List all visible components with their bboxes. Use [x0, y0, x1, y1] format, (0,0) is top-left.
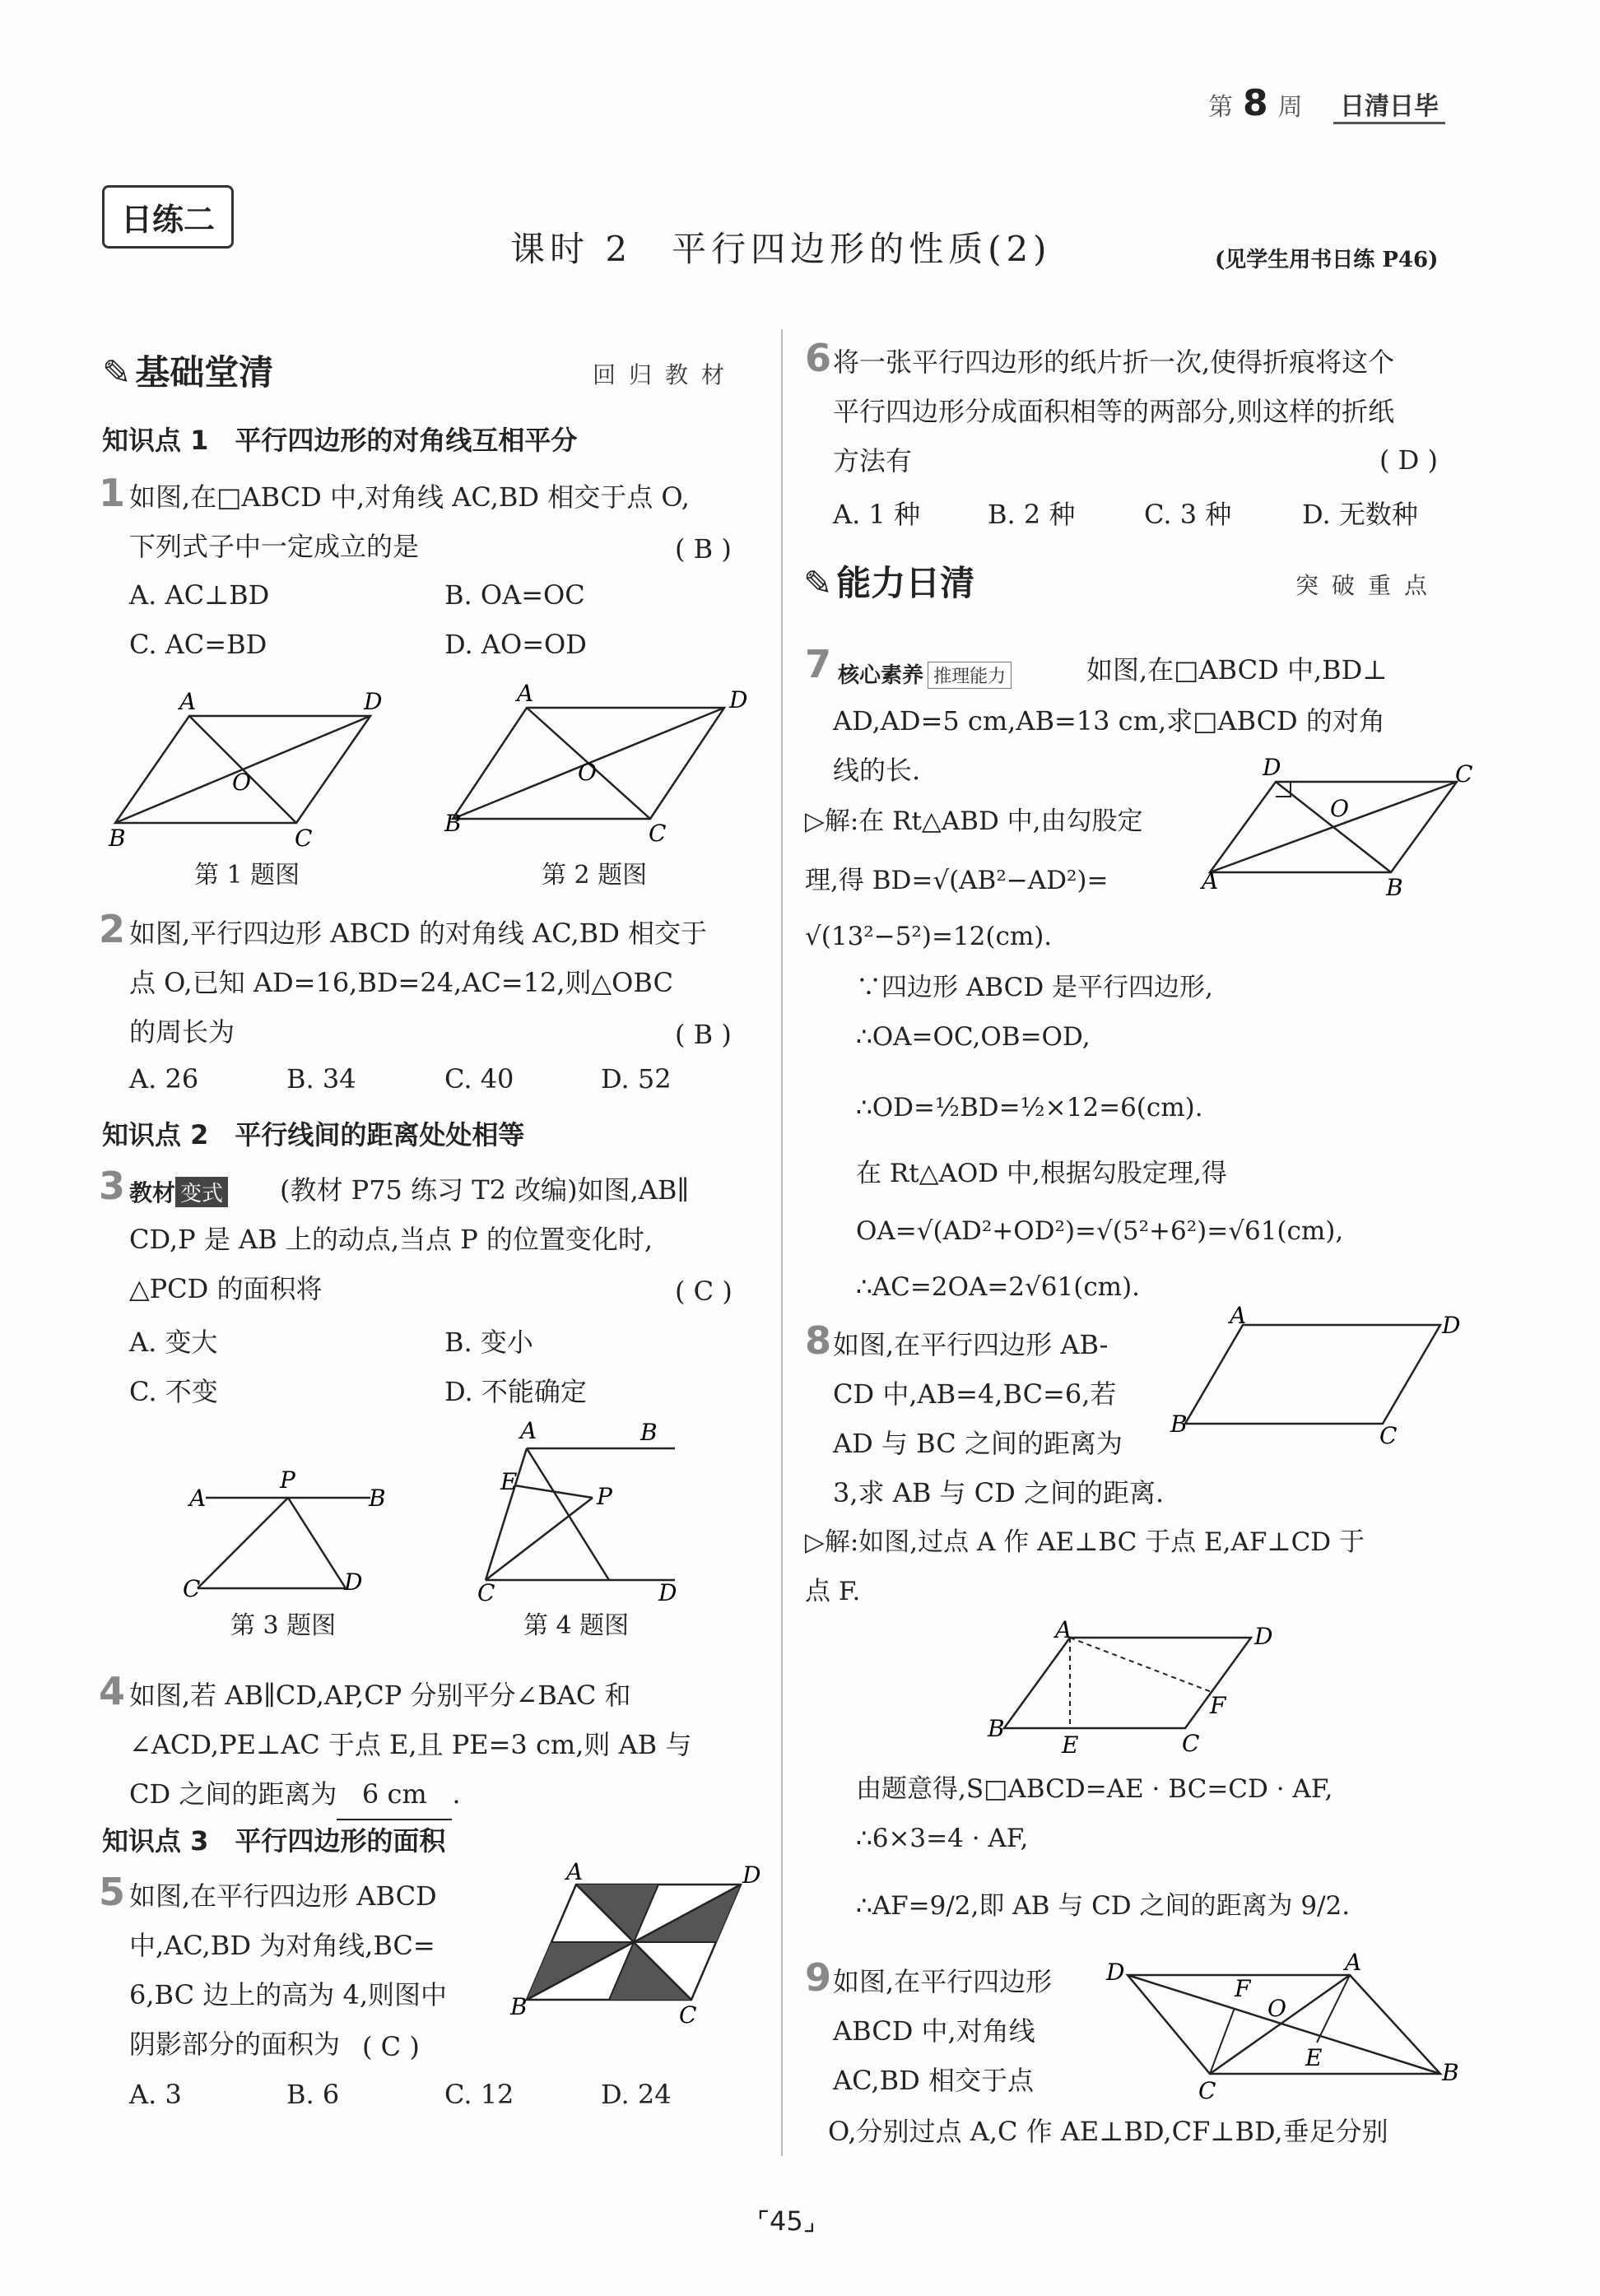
- svg-text:C: C: [1198, 2077, 1216, 2104]
- question-text: 如图,在□ABCD 中,对角线 AC,BD 相交于点 O,: [129, 481, 690, 513]
- svg-text:E: E: [500, 1468, 518, 1495]
- svg-text:B: B: [988, 1715, 1005, 1742]
- question-text: 线的长.: [833, 755, 921, 786]
- question-text: AC,BD 相交于点: [833, 2065, 1034, 2096]
- option-c: C. AC=BD: [129, 629, 267, 660]
- figure-q8: [1170, 1302, 1461, 1449]
- option-d: D. 无数种: [1302, 499, 1418, 530]
- figure-q1: [107, 688, 387, 852]
- question-number: 9: [805, 1955, 832, 2000]
- answer: ( D ): [1379, 444, 1438, 476]
- answer: ( C ): [362, 2031, 420, 2062]
- question-number: 4: [99, 1669, 126, 1713]
- question-text: 下列式子中一定成立的是: [129, 531, 420, 562]
- svg-text:D: D: [364, 688, 383, 715]
- day-tag: 日练二: [102, 185, 234, 249]
- section-title: 基础堂清: [135, 352, 274, 393]
- solution-line: ∴OA=OC,OB=OD,: [856, 1022, 1091, 1052]
- svg-text:C: C: [649, 820, 667, 847]
- daily-label: 日清日毕: [1333, 86, 1445, 124]
- pencil-icon: ✎: [803, 563, 833, 603]
- option-a: A. 变大: [129, 1327, 218, 1358]
- solution-line: ▷解:在 Rt△ABD 中,由勾股定: [805, 806, 1143, 836]
- core-literacy-tag: 核心素养 推理能力: [838, 658, 1012, 689]
- svg-text:B: B: [510, 1993, 528, 2020]
- page-number: ⌜45⌟: [757, 2205, 816, 2237]
- option-b: B. 6: [286, 2079, 340, 2110]
- svg-text:B: B: [109, 825, 126, 852]
- svg-text:E: E: [1305, 2044, 1323, 2071]
- svg-text:C: C: [295, 825, 313, 852]
- figure-q8-solution: [988, 1613, 1284, 1759]
- svg-text:B: B: [1442, 2059, 1459, 2086]
- option-c: C. 12: [444, 2079, 514, 2110]
- textbook-tag: 教材 变式: [129, 1175, 228, 1208]
- svg-text:A: A: [1230, 1302, 1247, 1329]
- svg-text:F: F: [1210, 1692, 1226, 1719]
- question-text: (教材 P75 练习 T2 改编)如图,AB∥: [280, 1174, 690, 1206]
- lesson-title: 课时 2 平行四边形的性质(2): [510, 229, 1052, 269]
- answer: ( C ): [675, 1276, 733, 1307]
- option-b: B. 34: [286, 1063, 356, 1095]
- svg-text:A: A: [1055, 1616, 1072, 1643]
- svg-text:A: A: [179, 688, 197, 715]
- column-divider: [781, 329, 783, 2156]
- question-text: O,分别过点 A,C 作 AE⊥BD,CF⊥BD,垂足分别: [828, 2116, 1388, 2147]
- svg-text:A: A: [1202, 867, 1219, 895]
- svg-text:D: D: [742, 1861, 761, 1889]
- week-label: 第 8 周: [1208, 82, 1305, 124]
- question-text: 将一张平行四边形的纸片折一次,使得折痕将这个: [833, 346, 1395, 378]
- question-text: 中,AC,BD 为对角线,BC=: [129, 1930, 435, 1961]
- question-text: 方法有: [833, 445, 913, 476]
- figure-q4: [477, 1415, 691, 1605]
- question-text: AD,AD=5 cm,AB=13 cm,求□ABCD 的对角: [833, 705, 1385, 737]
- solution-line: 由题意得,S□ABCD=AE · BC=CD · AF,: [856, 1774, 1333, 1804]
- section-tag: 回归教材: [593, 361, 738, 388]
- question-text: 如图,在平行四边形: [833, 1966, 1053, 1997]
- question-text: CD 中,AB=4,BC=6,若: [833, 1378, 1117, 1410]
- question-text: ∠ACD,PE⊥AC 于点 E,且 PE=3 cm,则 AB 与: [129, 1729, 692, 1760]
- option-c: C. 不变: [129, 1376, 218, 1407]
- question-text: 平行四边形分成面积相等的两部分,则这样的折纸: [833, 396, 1395, 427]
- question-number: 6: [805, 336, 832, 380]
- figure-caption: 第 3 题图: [230, 1611, 337, 1640]
- solution-line: ∵四边形 ABCD 是平行四边形,: [856, 973, 1213, 1002]
- solution-line: ∴OD=½BD=½×12=6(cm).: [856, 1093, 1203, 1122]
- option-a: A. 26: [129, 1063, 199, 1095]
- svg-text:D: D: [344, 1569, 363, 1596]
- svg-text:E: E: [1062, 1731, 1079, 1759]
- svg-text:C: C: [679, 2001, 697, 2029]
- svg-text:P: P: [280, 1466, 295, 1494]
- question-number: 1: [99, 471, 126, 515]
- option-b: B. 2 种: [988, 499, 1076, 530]
- lesson-ref: (见学生用书日练 P46): [1215, 248, 1439, 272]
- figure-q5: [510, 1858, 761, 2029]
- question-text: 3,求 AB 与 CD 之间的距离.: [833, 1477, 1165, 1508]
- solution-line: 在 Rt△AOD 中,根据勾股定理,得: [856, 1159, 1227, 1188]
- question-text: 如图,平行四边形 ABCD 的对角线 AC,BD 相交于: [129, 918, 708, 949]
- question-text: CD 之间的距离为 6 cm .: [129, 1769, 461, 1820]
- question-text: 如图,在平行四边形 AB-: [833, 1329, 1109, 1360]
- svg-text:D: D: [1442, 1312, 1461, 1339]
- figure-q2: [444, 680, 748, 848]
- svg-text:O: O: [1267, 1995, 1286, 2022]
- option-a: A. 1 种: [833, 499, 920, 530]
- solution-line: 理,得 BD=√(AB²−AD²)=: [805, 866, 1109, 895]
- question-text: CD,P 是 AB 上的动点,当点 P 的位置变化时,: [129, 1224, 653, 1255]
- svg-text:B: B: [640, 1419, 658, 1446]
- svg-text:P: P: [597, 1483, 612, 1510]
- option-b: B. 变小: [444, 1327, 533, 1358]
- section-tag: 突破重点: [1295, 572, 1441, 599]
- svg-text:A: A: [1345, 1949, 1362, 1976]
- solution-line: ∴AC=2OA=2√61(cm).: [856, 1272, 1141, 1302]
- figure-caption: 第 2 题图: [542, 861, 648, 890]
- blank-answer: 6 cm: [337, 1769, 452, 1820]
- svg-text:D: D: [1254, 1623, 1273, 1650]
- section-title: 能力日清: [836, 563, 975, 603]
- question-text: ABCD 中,对角线: [833, 2015, 1035, 2047]
- question-text: AD 与 BC 之间的距离为: [833, 1428, 1123, 1459]
- svg-text:C: C: [1182, 1730, 1200, 1757]
- svg-text:O: O: [578, 759, 597, 786]
- question-text: 点 O,已知 AD=16,BD=24,AC=12,则△OBC: [129, 967, 673, 998]
- svg-text:C: C: [1379, 1422, 1398, 1449]
- question-text: 如图,在平行四边形 ABCD: [129, 1880, 437, 1912]
- svg-text:A: A: [189, 1485, 207, 1512]
- question-text: 的周长为: [129, 1016, 235, 1048]
- svg-text:C: C: [477, 1579, 495, 1606]
- svg-text:A: A: [566, 1858, 584, 1885]
- question-number: 2: [99, 907, 126, 951]
- figure-q9: [1106, 1949, 1459, 2104]
- svg-text:B: B: [444, 810, 462, 837]
- option-c: C. 3 种: [1144, 499, 1232, 530]
- svg-text:D: D: [658, 1579, 677, 1606]
- svg-text:D: D: [729, 686, 748, 713]
- svg-text:B: B: [369, 1485, 386, 1512]
- question-text: 如图,在□ABCD 中,BD⊥: [1086, 654, 1388, 686]
- svg-text:B: B: [1386, 874, 1403, 901]
- figure-q7: [1202, 754, 1473, 901]
- knowledge-point-2: 知识点 2 平行线间的距离处处相等: [102, 1119, 525, 1150]
- question-number: 8: [805, 1318, 832, 1363]
- question-number: 7: [805, 642, 832, 686]
- figure-caption: 第 4 题图: [523, 1611, 630, 1640]
- question-text: △PCD 的面积将: [129, 1273, 323, 1304]
- svg-text:O: O: [232, 769, 251, 796]
- question-text: 阴影部分的面积为: [129, 2029, 341, 2060]
- option-d: D. 24: [601, 2079, 672, 2110]
- knowledge-point-3: 知识点 3 平行四边形的面积: [102, 1825, 446, 1857]
- question-text: 6,BC 边上的高为 4,则图中: [129, 1979, 448, 2010]
- solution-line: ∴6×3=4 · AF,: [856, 1824, 1029, 1853]
- svg-text:B: B: [1170, 1411, 1188, 1438]
- solution-line: ∴AF=9/2,即 AB 与 CD 之间的距离为 9/2.: [856, 1891, 1351, 1921]
- section-ability: [803, 556, 974, 606]
- option-b: B. OA=OC: [444, 579, 585, 611]
- figure-q3: [181, 1465, 387, 1605]
- svg-text:D: D: [1263, 754, 1281, 781]
- svg-text:F: F: [1235, 1975, 1251, 2002]
- solution-line: √(13²−5²)=12(cm).: [805, 922, 1053, 951]
- svg-text:C: C: [1455, 760, 1473, 788]
- option-c: C. 40: [444, 1063, 514, 1095]
- knowledge-point-1: 知识点 1 平行四边形的对角线互相平分: [102, 425, 578, 456]
- solution-line: ▷解:如图,过点 A 作 AE⊥BC 于点 E,AF⊥CD 于: [805, 1527, 1365, 1557]
- solution-line: OA=√(AD²+OD²)=√(5²+6²)=√61(cm),: [856, 1216, 1344, 1246]
- figure-caption: 第 1 题图: [194, 861, 300, 890]
- option-a: A. 3: [129, 2079, 182, 2110]
- option-d: D. AO=OD: [444, 629, 587, 660]
- question-text: 如图,若 AB∥CD,AP,CP 分别平分∠BAC 和: [129, 1680, 631, 1711]
- svg-text:D: D: [1106, 1959, 1125, 1986]
- svg-text:C: C: [183, 1575, 201, 1602]
- option-a: A. AC⊥BD: [129, 579, 270, 611]
- option-d: D. 52: [601, 1063, 672, 1095]
- answer: ( B ): [675, 1019, 732, 1050]
- question-number: 3: [99, 1164, 126, 1208]
- svg-text:A: A: [520, 1417, 537, 1444]
- question-number: 5: [99, 1870, 126, 1914]
- section-basic: [102, 346, 273, 395]
- solution-line: 点 F.: [805, 1577, 861, 1606]
- svg-text:A: A: [517, 680, 534, 707]
- answer: ( B ): [675, 533, 732, 565]
- svg-text:O: O: [1330, 795, 1349, 822]
- option-d: D. 不能确定: [444, 1376, 587, 1407]
- pencil-icon: ✎: [102, 352, 132, 393]
